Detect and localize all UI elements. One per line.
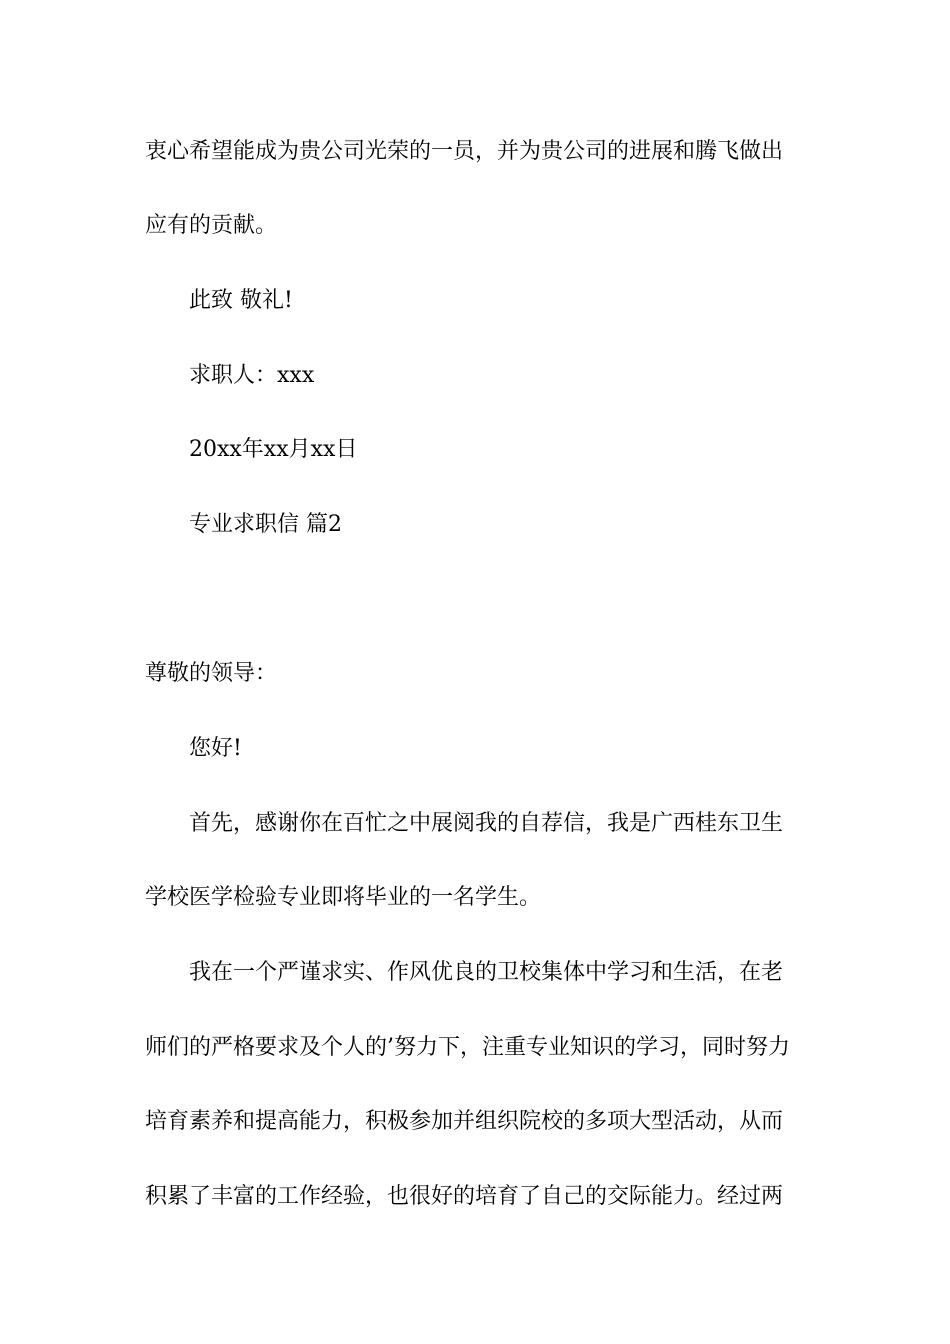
paragraph-line-4: 学校医学检验专业即将毕业的一名学生。 — [145, 885, 542, 910]
paragraph-line-2: 应有的贡献。 — [145, 213, 278, 238]
paragraph-line-6: 师们的严格要求及个人的’努力下，注重专业知识的学习，同时努力 — [145, 1035, 790, 1060]
closing-salutation: 此致 敬礼! — [189, 288, 293, 313]
paragraph-line-8: 积累了丰富的工作经验，也很好的培育了自己的交际能力。经过两 — [145, 1184, 784, 1209]
section-heading: 专业求职信 篇2 — [189, 512, 342, 537]
letter-greeting: 您好! — [189, 736, 242, 761]
paragraph-line-5: 我在一个严谨求实、作风优良的卫校集体中学习和生活，在老 — [189, 960, 784, 985]
paragraph-line-1: 衷心希望能成为贵公司光荣的一员，并为贵公司的进展和腾飞做出 — [145, 139, 784, 164]
paragraph-line-7: 培育素养和提高能力，积极参加并组织院校的多项大型活动，从而 — [145, 1109, 784, 1134]
paragraph-line-3: 首先，感谢你在百忙之中展阅我的自荐信，我是广西桂东卫生 — [189, 811, 784, 836]
letter-addressee: 尊敬的领导： — [145, 661, 278, 686]
applicant-signature: 求职人：xxx — [189, 363, 315, 388]
letter-date: 20xx年xx月xx日 — [189, 437, 358, 462]
